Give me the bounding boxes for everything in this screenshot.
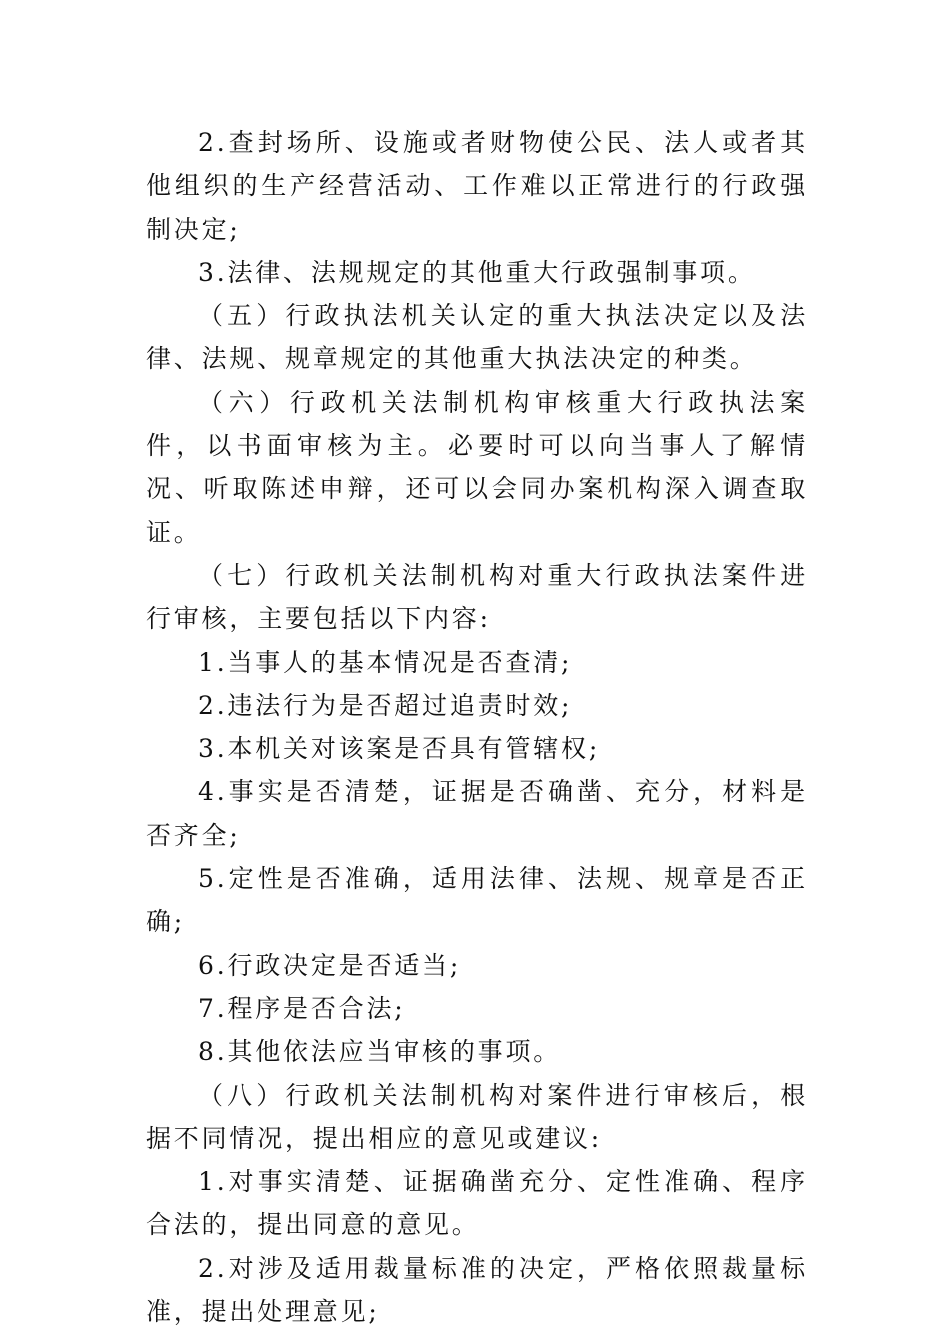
paragraph-section-7: （七）行政机关法制机构对重大行政执法案件进行审核，主要包括以下内容: bbox=[146, 560, 808, 634]
opinion-item-1: 1.对事实清楚、证据确凿充分、定性准确、程序合法的，提出同意的意见。 bbox=[146, 1167, 808, 1240]
paragraph-section-6: （六）行政机关法制机构审核重大行政执法案件，以书面审核为主。必要时可以向当事人了解情况、听取陈述申辩，还可以会同办案机构深入调查取证。 bbox=[146, 387, 808, 547]
paragraph-item-2-seal-decision: 2.查封场所、设施或者财物使公民、法人或者其他组织的生产经营活动、工作难以正常进行的行政强制决定; bbox=[146, 128, 808, 244]
opinion-item-2: 2.对涉及适用裁量标准的决定，严格依照裁量标准，提出处理意见; bbox=[146, 1253, 808, 1327]
paragraph-item-3-other-enforcement: 3.法律、法规规定的其他重大行政强制事项。 bbox=[198, 257, 756, 287]
review-item-1: 1.当事人的基本情况是否查清; bbox=[198, 647, 573, 677]
review-item-5: 5.定性是否准确，适用法律、法规、规章是否正确; bbox=[146, 864, 808, 937]
document-page bbox=[146, 121, 808, 1333]
review-item-8: 8.其他依法应当审核的事项。 bbox=[198, 1037, 562, 1067]
paragraph-section-8: （八）行政机关法制机构对案件进行审核后，根据不同情况，提出相应的意见或建议: bbox=[146, 1080, 808, 1153]
review-item-7: 7.程序是否合法; bbox=[198, 993, 406, 1023]
review-item-2: 2.违法行为是否超过追责时效; bbox=[198, 690, 573, 720]
review-item-6: 6.行政决定是否适当; bbox=[198, 950, 462, 980]
review-item-4: 4.事实是否清楚，证据是否确凿、充分，材料是否齐全; bbox=[146, 777, 808, 850]
review-item-3: 3.本机关对该案是否具有管辖权; bbox=[198, 734, 601, 764]
paragraph-section-5: （五）行政执法机关认定的重大执法决定以及法律、法规、规章规定的其他重大执法决定的种类。 bbox=[146, 301, 808, 374]
